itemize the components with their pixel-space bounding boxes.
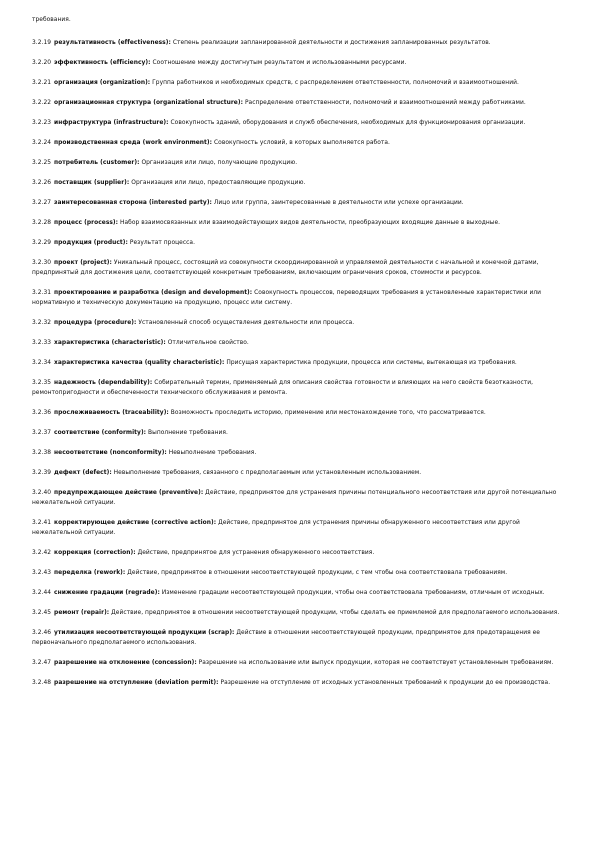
definition-term: несоответствие (nonconformity):	[54, 450, 167, 456]
definition-text: Лицо или группа, заинтересованные в деятельности или успехе организации.	[213, 200, 464, 206]
definition-item	[32, 238, 563, 248]
definition-item	[32, 548, 563, 558]
definition-number: 3.2.35	[32, 380, 52, 386]
definition-number: 3.2.46	[32, 630, 52, 636]
definition-term: характеристика (characteristic):	[54, 340, 166, 346]
definition-text: Установленный способ осуществления деятельности или процесса.	[138, 320, 355, 326]
definition-number: 3.2.21	[32, 80, 52, 86]
definition-term: надежность (dependability):	[54, 380, 153, 386]
definition-number: 3.2.42	[32, 550, 52, 556]
definition-term: процедура (procedure):	[54, 320, 137, 326]
definition-item	[32, 78, 563, 88]
definition-item	[32, 428, 563, 438]
definition-item	[32, 568, 563, 578]
definition-text: Невыполнение требования, связанного с предполагаемым или установленным использованием.	[113, 470, 422, 476]
definition-term: характеристика качества (quality characteristic):	[54, 360, 225, 366]
definition-term: разрешение на отклонение (concession):	[54, 660, 197, 666]
lead-text: требования.	[32, 17, 71, 23]
definition-text: Распределение ответственности, полномочий и взаимоотношений между работниками.	[244, 100, 526, 106]
definition-term: коррекция (correction):	[54, 550, 136, 556]
definition-item	[32, 338, 563, 348]
definition-item	[32, 518, 563, 538]
definition-text: Совокупность условий, в которых выполняется работа.	[214, 140, 390, 146]
definition-number: 3.2.29	[32, 240, 52, 246]
definition-term: проект (project):	[54, 260, 112, 266]
definition-item	[32, 448, 563, 458]
definition-number: 3.2.32	[32, 320, 52, 326]
definition-text: Возможность проследить историю, применение или местонахождение того, что рассматривается.	[170, 410, 486, 416]
definition-term: организация (organization):	[54, 80, 151, 86]
definition-term: эффективность (efficiency):	[54, 60, 151, 66]
definition-number: 3.2.33	[32, 340, 52, 346]
definition-number: 3.2.48	[32, 680, 52, 686]
definition-number: 3.2.24	[32, 140, 52, 146]
definition-item	[32, 678, 563, 688]
definition-item	[32, 258, 563, 278]
definition-number: 3.2.25	[32, 160, 52, 166]
definition-text: Присущая характеристика продукции, процесса или системы, вытекающая из требования.	[226, 360, 517, 366]
definition-term: разрешение на отступление (deviation permit):	[54, 680, 219, 686]
definition-number: 3.2.23	[32, 120, 52, 126]
definition-term: прослеживаемость (traceability):	[54, 410, 169, 416]
definition-number: 3.2.19	[32, 40, 52, 46]
definition-item	[32, 118, 563, 128]
definition-text: Группа работников и необходимых средств, с распределением ответственности, полномочий и взаимоотношений.	[152, 80, 519, 86]
definition-term: производственная среда (work environment):	[54, 140, 213, 146]
definition-number: 3.2.39	[32, 470, 52, 476]
definition-text: Степень реализации запланированной деятельности и достижения запланированных результатов.	[172, 40, 491, 46]
definition-item	[32, 138, 563, 148]
definition-item	[32, 198, 563, 208]
definition-item	[32, 608, 563, 618]
definition-number: 3.2.47	[32, 660, 52, 666]
definition-text: Разрешение на использование или выпуск продукции, которая не соответствует установленным требованиям.	[198, 660, 554, 666]
definition-number: 3.2.37	[32, 430, 52, 436]
definition-term: дефект (defect):	[54, 470, 112, 476]
definition-term: утилизация несоответствующей продукции (scrap):	[54, 630, 235, 636]
definition-number: 3.2.31	[32, 290, 52, 296]
definition-item	[32, 658, 563, 668]
definition-item	[32, 58, 563, 68]
definition-term: заинтересованная сторона (interested party):	[54, 200, 212, 206]
definition-text: Разрешение на отступление от исходных установленных требований к продукции до ее производства.	[220, 680, 551, 686]
definition-item	[32, 358, 563, 368]
definition-term: соответствие (conformity):	[54, 430, 147, 436]
definition-number: 3.2.22	[32, 100, 52, 106]
definition-text: Действие, предпринятое в отношении несоответствующей продукции, с тем чтобы она соответствовала требованиям.	[127, 570, 508, 576]
definition-text: Организация или лицо, получающие продукцию.	[141, 160, 298, 166]
definition-text: Действие, предпринятое в отношении несоответствующей продукции, чтобы сделать ее приемлемой для предполагаемого использования.	[111, 610, 560, 616]
definition-term: результативность (effectiveness):	[54, 40, 171, 46]
definition-term: ремонт (repair):	[54, 610, 110, 616]
definition-text: Собирательный термин, применяемый для описания свойства готовности и влияющих на него свойств безотказности, ремонтопригодности и обеспеченности технического обслуживания и ремонта.	[32, 380, 534, 396]
definition-item	[32, 468, 563, 478]
definition-item	[32, 38, 563, 48]
definition-term: поставщик (supplier):	[54, 180, 130, 186]
definition-term: корректирующее действие (corrective action):	[54, 520, 217, 526]
definition-text: Действие в отношении несоответствующей продукции, предпринятое для предотвращения ее первоначального предполагаемого использования.	[32, 630, 540, 646]
definition-term: инфраструктура (infrastructure):	[54, 120, 169, 126]
definition-text: Набор взаимосвязанных или взаимодействующих видов деятельности, преобразующих входящие данные в выходные.	[120, 220, 501, 226]
definition-number: 3.2.40	[32, 490, 52, 496]
definition-number: 3.2.45	[32, 610, 52, 616]
definition-text: Результат процесса.	[129, 240, 195, 246]
definition-text: Изменение градации несоответствующей продукции, чтобы она соответствовала требованиям, отличным от исходных.	[161, 590, 545, 596]
definition-term: переделка (rework):	[54, 570, 126, 576]
definition-term: продукция (product):	[54, 240, 128, 246]
definition-number: 3.2.26	[32, 180, 52, 186]
definition-text: Уникальный процесс, состоящий из совокупности скоординированной и управляемой деятельности с начальной и конечной датами, предпринятый для достижения цели, соответствующей конкретным требованиям, включающим ограничения сроков, стоимости и ресурсов.	[32, 260, 539, 276]
definition-text: Совокупность зданий, оборудования и служб обеспечения, необходимых для функционирования организации.	[170, 120, 526, 126]
definition-text: Организация или лицо, предоставляющие продукцию.	[131, 180, 306, 186]
definition-number: 3.2.20	[32, 60, 52, 66]
definition-term: процесс (process):	[54, 220, 119, 226]
definition-number: 3.2.41	[32, 520, 52, 526]
definition-text: Действие, предпринятое для устранения причины потенциального несоответствия или другой потенциально нежелательной ситуации.	[32, 490, 557, 506]
definition-item	[32, 218, 563, 228]
definition-text: Выполнение требования.	[148, 430, 228, 436]
definition-item	[32, 288, 563, 308]
definition-number: 3.2.27	[32, 200, 52, 206]
definition-text: Действие, предпринятое для устранения причины обнаруженного несоответствия или другой нежелательной ситуации.	[32, 520, 520, 536]
definition-item	[32, 98, 563, 108]
definition-text: Совокупность процессов, переводящих требования в установленные характеристики или нормативную и техническую документацию на продукцию, процесс или систему.	[32, 290, 542, 306]
definition-number: 3.2.30	[32, 260, 52, 266]
definition-item	[32, 408, 563, 418]
definition-item	[32, 628, 563, 648]
definition-term: организационная структура (organizational structure):	[54, 100, 243, 106]
definition-number: 3.2.34	[32, 360, 52, 366]
definition-text: Отличительное свойство.	[167, 340, 249, 346]
definition-term: снижение градации (regrade):	[54, 590, 160, 596]
definition-item	[32, 488, 563, 508]
definition-text: Соотношение между достигнутым результатом и использованными ресурсами.	[152, 60, 407, 66]
definition-number: 3.2.36	[32, 410, 52, 416]
definition-term: потребитель (customer):	[54, 160, 140, 166]
definition-text: Невыполнение требования.	[168, 450, 257, 456]
definition-term: проектирование и разработка (design and development):	[54, 290, 253, 296]
definition-item	[32, 158, 563, 168]
definition-item	[32, 178, 563, 188]
definition-item	[32, 318, 563, 328]
definition-number: 3.2.38	[32, 450, 52, 456]
definition-item	[32, 588, 563, 598]
definition-text: Действие, предпринятое для устранения обнаруженного несоответствия.	[137, 550, 375, 556]
definition-number: 3.2.43	[32, 570, 52, 576]
definition-number: 3.2.28	[32, 220, 52, 226]
definition-item	[32, 378, 563, 398]
definitions-list	[32, 38, 563, 688]
definition-number: 3.2.44	[32, 590, 52, 596]
definition-term: предупреждающее действие (preventive):	[54, 490, 204, 496]
